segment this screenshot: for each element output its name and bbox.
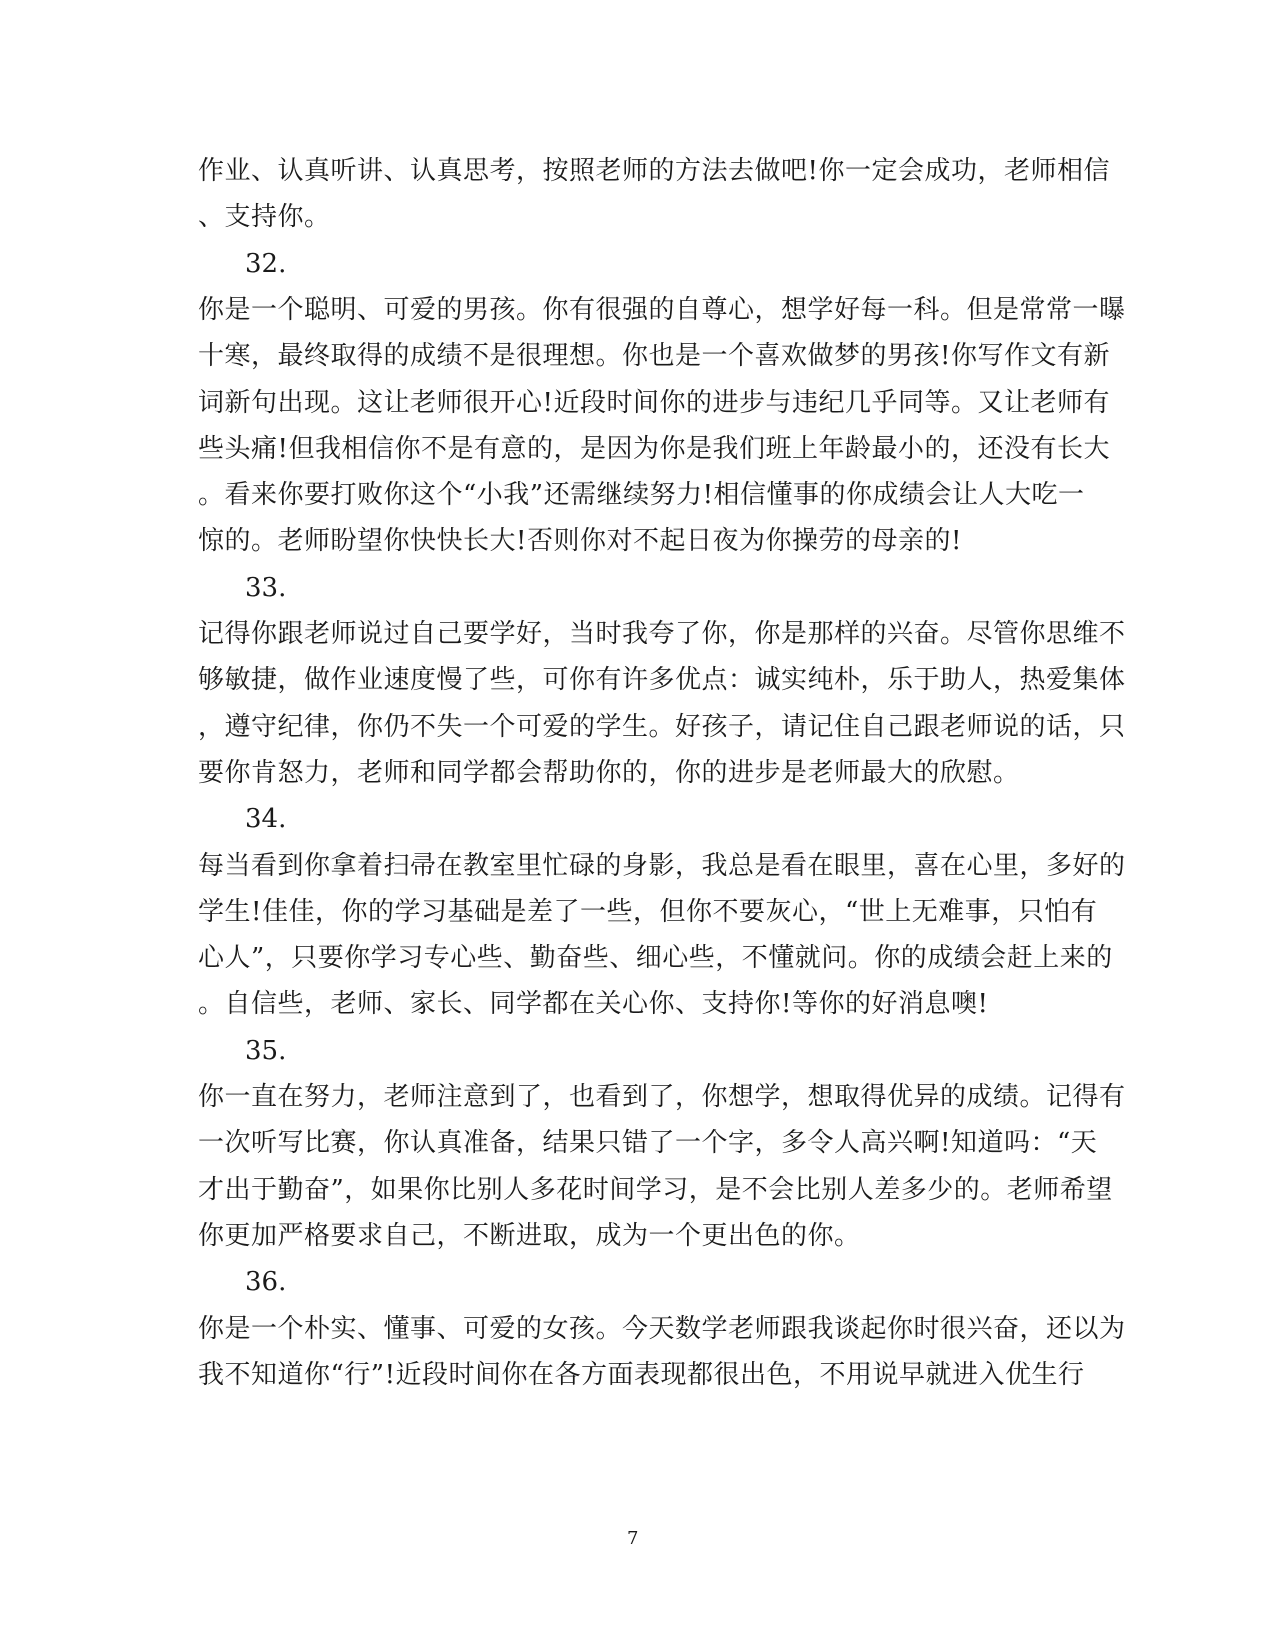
paragraph-line: 我不知道你“行”!近段时间你在各方面表现都很出色，不用说早就进入优生行 [198,1360,1085,1390]
paragraph-line: 你更加严格要求自己，不断进取，成为一个更出色的你。 [198,1221,861,1251]
paragraph-line: 你是一个聪明、可爱的男孩。你有很强的自尊心，想学好每一科。但是常常一曝 [198,295,1126,325]
paragraph-line: 词新句出现。这让老师很开心!近段时间你的进步与违纪几乎同等。又让老师有 [198,388,1110,418]
paragraph-line: 。自信些，老师、家长、同学都在关心你、支持你!等你的好消息噢! [198,989,989,1019]
paragraph-line: 你一直在努力，老师注意到了，也看到了，你想学，想取得优异的成绩。记得有 [198,1082,1126,1112]
paragraph-line: 惊的。老师盼望你快快长大!否则你对不起日夜为你操劳的母亲的! [198,526,962,556]
paragraph-line: 每当看到你拿着扫帚在教室里忙碌的身影，我总是看在眼里，喜在心里，多好的 [198,851,1126,881]
comment-number: 33. [245,573,287,603]
paragraph-line: 你是一个朴实、懂事、可爱的女孩。今天数学老师跟我谈起你时很兴奋，还以为 [198,1314,1126,1344]
comment-number: 35. [245,1036,287,1066]
page-number: 7 [627,1528,639,1549]
comment-number: 32. [245,249,287,279]
paragraph-line: 十寒，最终取得的成绩不是很理想。你也是一个喜欢做梦的男孩!你写作文有新 [198,341,1110,371]
comment-number: 36. [245,1267,287,1297]
paragraph-line: 学生!佳佳，你的学习基础是差了一些，但你不要灰心，“世上无难事，只怕有 [198,897,1098,927]
paragraph-line: 要你肯怒力，老师和同学都会帮助你的，你的进步是老师最大的欣慰。 [198,758,1020,788]
paragraph-line: 记得你跟老师说过自己要学好，当时我夸了你，你是那样的兴奋。尽管你思维不 [198,619,1126,649]
paragraph-line: 才出于勤奋”，如果你比别人多花时间学习，是不会比别人差多少的。老师希望 [198,1175,1113,1205]
paragraph-line: ，遵守纪律，你仍不失一个可爱的学生。好孩子，请记住自己跟老师说的话，只 [198,712,1126,742]
paragraph-line: 心人”，只要你学习专心些、勤奋些、细心些，不懂就问。你的成绩会赶上来的 [198,943,1113,973]
paragraph-line: 、支持你。 [198,202,331,232]
paragraph-line: 作业、认真听讲、认真思考，按照老师的方法去做吧!你一定会成功，老师相信 [198,156,1110,186]
paragraph-line: 够敏捷，做作业速度慢了些，可你有许多优点：诚实纯朴，乐于助人，热爱集体 [198,665,1126,695]
comment-number: 34. [245,804,287,834]
paragraph-line: 些头痛!但我相信你不是有意的，是因为你是我们班上年龄最小的，还没有长大 [198,434,1110,464]
paragraph-line: 一次听写比赛，你认真准备，结果只错了一个字，多令人高兴啊!知道吗：“天 [198,1128,1098,1158]
paragraph-line: 。看来你要打败你这个“小我”还需继续努力!相信懂事的你成绩会让人大吃一 [198,480,1085,510]
